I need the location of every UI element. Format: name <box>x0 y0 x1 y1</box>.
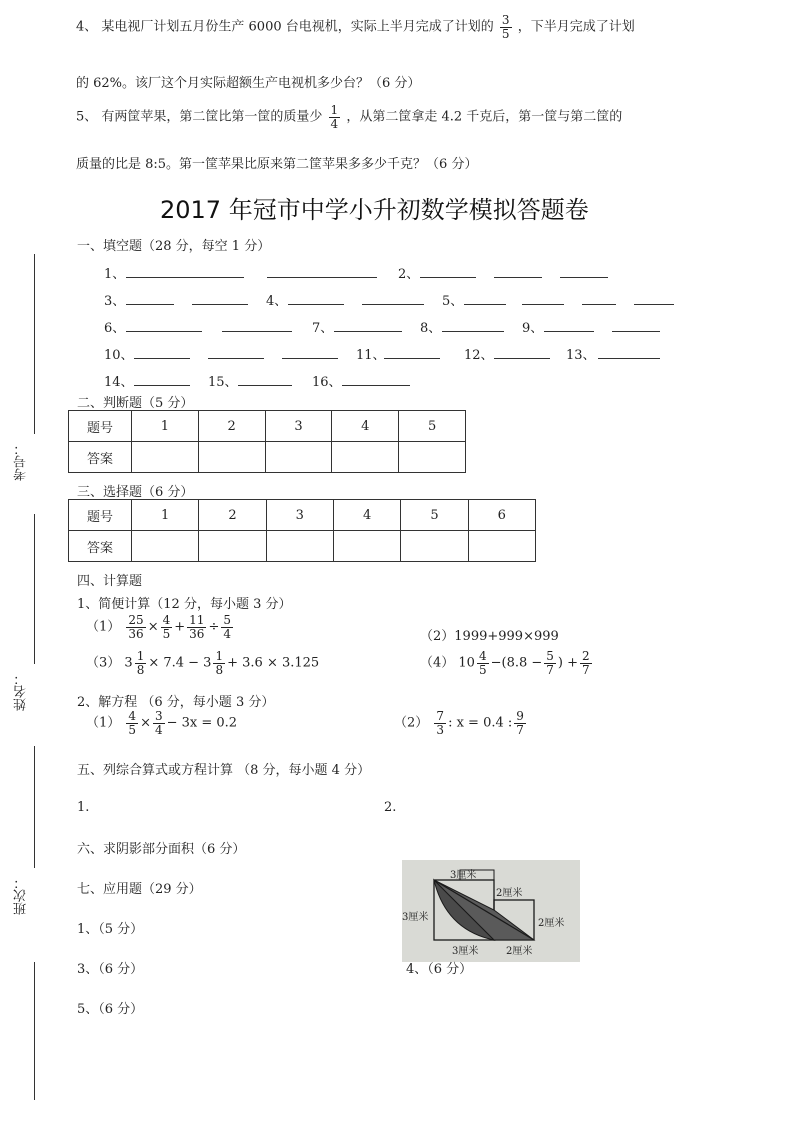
figure-label-top: 3厘米 <box>450 870 477 881</box>
word-problem-4[interactable]: 4、（6 分） <box>406 962 473 977</box>
answer-cell[interactable] <box>468 531 535 562</box>
fill-label-5: 5、 <box>442 294 464 309</box>
table-header-cell: 1 <box>132 500 199 531</box>
binding-line <box>34 514 35 664</box>
question-5-line-2: 质量的比是 8:5。第一筐苹果比原来第二筐苹果多多少千克？（6 分） <box>76 157 478 172</box>
fill-label-14: 14、 <box>104 375 134 390</box>
section-expression-heading: 五、列综合算式或方程计算 （8 分，每小题 4 分） <box>77 763 371 778</box>
calc-problem-4: （4） 10 $\frac{4}{5}$ −(8.8 − $\frac{5}{7}$ ) + $\frac{2}{7}$ <box>420 649 590 677</box>
answer-blank[interactable] <box>442 319 504 332</box>
table-header-cell: 3 <box>266 500 333 531</box>
fill-label-10: 10、 <box>104 348 134 363</box>
table-header-cell: 5 <box>399 411 466 442</box>
fill-label-12: 12、 <box>464 348 494 363</box>
question-4-line-2: 的 62%。该厂这个月实际超额生产电视机多少台？（6 分） <box>76 76 421 91</box>
answer-blank[interactable] <box>208 346 264 359</box>
section-fill-in-heading: 一、填空题（28 分，每空 1 分） <box>77 239 271 254</box>
fill-label-15: 15、 <box>208 375 238 390</box>
answer-blank[interactable] <box>126 292 174 305</box>
answer-blank[interactable] <box>126 265 244 278</box>
table-header-cell: 4 <box>333 500 400 531</box>
answer-blank[interactable] <box>420 265 476 278</box>
answer-blank[interactable] <box>342 373 410 386</box>
answer-blank[interactable] <box>560 265 608 278</box>
answer-blank[interactable] <box>544 319 594 332</box>
fill-label-9: 9、 <box>522 321 544 336</box>
answer-blank[interactable] <box>582 292 616 305</box>
figure-label-right: 2厘米 <box>538 918 565 929</box>
answer-blank[interactable] <box>134 346 190 359</box>
calc-problem-1: （1） $\frac{25}{36}$ × $\frac{4}{5}$ + $\frac{11}{36}$ ÷ $\frac{5}{4}$ <box>86 613 231 641</box>
answer-cell[interactable] <box>265 442 332 473</box>
fill-label-2: 2、 <box>398 267 420 282</box>
table-header-cell: 题号 <box>69 411 132 442</box>
table-header-cell: 5 <box>401 500 468 531</box>
question-5-line-1: 5、 有两筐苹果，第二筐比第一筐的质量少 $\frac{1}{4}$ ，从第二筐拿走 4.2 千克后，第一筐与第二筐的 <box>76 103 623 131</box>
fill-label-13: 13、 <box>566 348 596 363</box>
answer-cell[interactable] <box>401 531 468 562</box>
page-title: 2017 年冠市中学小升初数学模拟答题卷 <box>160 196 589 224</box>
answer-blank[interactable] <box>282 346 338 359</box>
judge-answer-table <box>68 410 466 473</box>
table-header-cell: 题号 <box>69 500 132 531</box>
section-word-problems-heading: 七、应用题（29 分） <box>77 882 202 897</box>
subsection-simple-calc: 1、简便计算（12 分，每小题 3 分） <box>77 597 292 612</box>
answer-blank[interactable] <box>634 292 674 305</box>
fraction-3-5: $\frac{3}{5}$ <box>501 13 510 41</box>
fill-label-11: 11、 <box>356 348 386 363</box>
binding-line <box>34 254 35 434</box>
answer-cell[interactable] <box>198 442 265 473</box>
equation-2: （2） $\frac{7}{3}$ : x = 0.4 : $\frac{9}{7}$ <box>394 709 524 737</box>
table-header-cell: 1 <box>132 411 199 442</box>
answer-blank[interactable] <box>222 319 292 332</box>
fill-label-1: 1、 <box>104 267 126 282</box>
table-header-cell: 4 <box>332 411 399 442</box>
equation-1: （1） $\frac{4}{5}$ × $\frac{3}{4}$ − 3x = 0.2 <box>86 709 238 737</box>
answer-blank[interactable] <box>464 292 506 305</box>
answer-blank[interactable] <box>384 346 440 359</box>
answer-blank[interactable] <box>134 373 190 386</box>
table-header-cell: 3 <box>265 411 332 442</box>
word-problem-5[interactable]: 5、（6 分） <box>77 1002 144 1017</box>
calc-problem-3: （3） 3 $\frac{1}{8}$ × 7.4 − 3 $\frac{1}{8}$ + 3.6 × 3.125 <box>86 649 320 677</box>
binding-line <box>34 962 35 1100</box>
fill-label-6: 6、 <box>104 321 126 336</box>
answer-blank[interactable] <box>192 292 248 305</box>
word-problem-1[interactable]: 1、（5 分） <box>77 922 144 937</box>
answer-cell[interactable] <box>266 531 333 562</box>
table-row-label: 答案 <box>69 442 132 473</box>
section-shaded-area-heading: 六、求阴影部分面积（6 分） <box>77 842 246 857</box>
exam-number-label: 考号： <box>14 442 29 481</box>
word-problem-3[interactable]: 3、（6 分） <box>77 962 144 977</box>
answer-blank[interactable] <box>612 319 660 332</box>
table-header-cell: 6 <box>468 500 535 531</box>
name-label: 姓名： <box>14 672 29 711</box>
answer-blank[interactable] <box>494 346 550 359</box>
answer-blank[interactable] <box>494 265 542 278</box>
answer-cell[interactable] <box>132 442 199 473</box>
fill-label-4: 4、 <box>266 294 288 309</box>
answer-cell[interactable] <box>333 531 400 562</box>
answer-blank[interactable] <box>334 319 402 332</box>
class-label: 班次： <box>14 876 29 915</box>
fill-label-7: 7、 <box>312 321 334 336</box>
binding-line <box>34 746 35 868</box>
answer-blank[interactable] <box>598 346 660 359</box>
answer-cell[interactable] <box>332 442 399 473</box>
figure-label-bottom-left: 3厘米 <box>452 946 479 957</box>
fill-label-16: 16、 <box>312 375 342 390</box>
question-4-line-1: 4、 某电视厂计划五月份生产 6000 台电视机，实际上半月完成了计划的 $\frac{3}{5}$ ，下半月完成了计划 <box>76 13 635 41</box>
answer-area-2[interactable]: 2. <box>384 800 397 815</box>
answer-cell[interactable] <box>399 442 466 473</box>
answer-blank[interactable] <box>522 292 564 305</box>
calc-problem-2: （2）1999+999×999 <box>420 629 559 644</box>
fill-label-3: 3、 <box>104 294 126 309</box>
answer-blank[interactable] <box>288 292 344 305</box>
figure-label-right-top: 2厘米 <box>496 888 523 899</box>
section-judge-heading: 二、判断题（5 分） <box>77 396 194 411</box>
figure-label-bottom-right: 2厘米 <box>506 946 533 957</box>
figure-label-left: 3厘米 <box>402 912 429 923</box>
table-header-cell: 2 <box>198 411 265 442</box>
table-header-cell: 2 <box>199 500 266 531</box>
answer-blank[interactable] <box>267 265 377 278</box>
answer-blank[interactable] <box>126 319 202 332</box>
answer-blank[interactable] <box>362 292 424 305</box>
section-choice-heading: 三、选择题（6 分） <box>77 485 194 500</box>
answer-cell[interactable] <box>132 531 199 562</box>
geometry-diagram <box>402 860 580 962</box>
answer-blank[interactable] <box>238 373 292 386</box>
answer-cell[interactable] <box>199 531 266 562</box>
fraction-1-4: $\frac{1}{4}$ <box>330 103 339 131</box>
subsection-equations: 2、解方程 （6 分，每小题 3 分） <box>77 695 275 710</box>
answer-area-1[interactable]: 1. <box>77 800 90 815</box>
fill-label-8: 8、 <box>420 321 442 336</box>
section-calc-heading: 四、计算题 <box>77 574 143 589</box>
table-row-label: 答案 <box>69 531 132 562</box>
shaded-area-figure <box>402 860 580 962</box>
choice-answer-table <box>68 499 536 562</box>
